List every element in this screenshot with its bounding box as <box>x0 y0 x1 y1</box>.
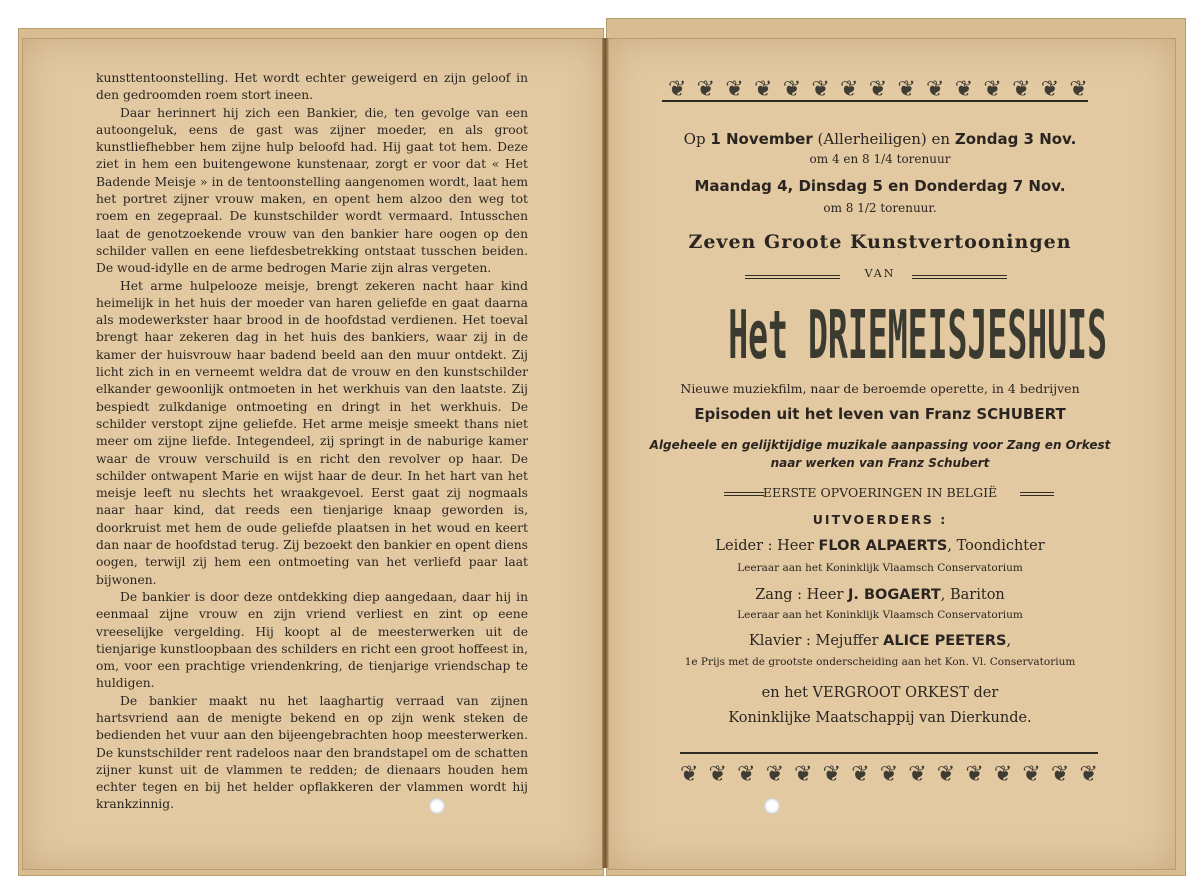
singer-line: Zang : Heer J. BOGAERT, Bariton <box>755 587 1005 603</box>
leaf-ornament-icon: ❦ <box>983 77 1002 102</box>
orchestra-line-2: Koninklijke Maatschappij van Dierkunde. <box>728 710 1032 726</box>
orchestra-line-1: en het VERGROOT ORKEST der <box>761 685 999 701</box>
leader-name: FLOR ALPAERTS <box>818 538 948 554</box>
first-perf-rule-right <box>1020 492 1054 496</box>
date-sunday: Zondag 3 Nov. <box>954 130 1077 148</box>
leaf-ornament-icon: ❦ <box>725 77 744 102</box>
van-label: VAN <box>864 267 896 280</box>
leaf-ornament-icon: ❦ <box>1022 762 1041 787</box>
date-november: 1 November <box>710 130 813 148</box>
singer-name: J. BOGAERT <box>848 587 941 603</box>
adaptation-line-2: naar werken van Franz Schubert <box>770 456 990 470</box>
paragraph: De bankier maakt nu het laaghartig verraad van zijnen hartsvriend aan de menigte bekend en op zijn wenk steken de bedienden het vuur aan den bijeengebrachten hoop meesterwerken. De kunstschilder rent radeloos naar den brandstapel om de schatten zijner kunst uit de vlammen te redden; de dienaars houden hem echter tegen en bij het helder opflakkeren der vlammen wordt hij krankzinnig. <box>96 693 528 812</box>
paragraph: Daar herinnert hij zich een Bankier, die, ten gevolge van een autoongeluk, eens de gast was zijner moeder, en als groot kunstliefhebber hem zijne hulp beloofd had. Hij gaat tot hem. Deze ziet in hem een buitengewone kunstenaar, zorgt er voor dat « Het Badende Meisje » in de tentoonstelling aangenomen wordt, laat hem het portret zijner vrouw maken, en opent hem alzoo den weg tot roem en zegepraal. De kunstschilder wordt vermaard. Intusschen laat de genotzoekende vrouw van den bankier hare oogen op den schilder vallen en eene liefdesbetrekking ontstaat tusschen beiden. De woud-idylle en de arme bedrogen Marie zijn alras vergeten. <box>96 105 528 276</box>
leaf-ornament-icon: ❦ <box>822 762 842 787</box>
subtitle: Nieuwe muziekfilm, naar de beroemde operette, in 4 bedrijven <box>680 381 1080 396</box>
leaf-ornament-icon: ❦ <box>1050 762 1070 787</box>
leaf-ornament-icon: ❦ <box>765 762 785 787</box>
piano-note: 1e Prijs met de grootste onderscheiding aan het Kon. Vl. Conservatorium <box>684 656 1076 668</box>
leaf-ornament-icon: ❦ <box>708 762 727 787</box>
leaf-ornament-icon: ❦ <box>936 762 956 787</box>
piano-name: ALICE PEETERS <box>883 633 1007 649</box>
leaf-ornament-icon: ❦ <box>737 762 756 787</box>
leader-note: Leeraar aan het Koninklijk Vlaamsch Conservatorium <box>737 562 1023 574</box>
leaf-ornament-icon: ❦ <box>868 77 888 102</box>
heading: Zeven Groote Kunstvertooningen <box>688 231 1072 253</box>
piano-line: Klavier : Mejuffer ALICE PEETERS, <box>748 633 1012 649</box>
date-line-3: Maandag 4, Dinsdag 5 en Donderdag 7 Nov. <box>694 177 1066 195</box>
adaptation-line-1: Algeheele en gelijktijdige muzikale aanpassing voor Zang en Orkest <box>649 438 1111 452</box>
leaf-ornament-icon: ❦ <box>965 762 984 787</box>
leaf-ornament-icon: ❦ <box>782 77 802 102</box>
bottom-rule <box>680 752 1098 754</box>
singer-note: Leeraar aan het Koninklijk Vlaamsch Conservatorium <box>737 609 1023 621</box>
first-performances: EERSTE OPVOERINGEN IN BELGIË <box>762 485 998 500</box>
performers-heading: UITVOERDERS : <box>812 512 948 527</box>
leader-line: Leider : Heer FLOR ALPAERTS, Toondichter <box>715 538 1045 554</box>
date-line-4: om 8 1/2 torenuur. <box>823 201 937 215</box>
paragraph: De bankier is door deze ontdekking diep aangedaan, daar hij in eenmaal zijne vrouw en zijn vriend verliest en zint op eene vreeselijke vergelding. Hij koopt al de meesterwerken uit de tienjarige kunstloopbaan des schilders en richt een groot hoffeest in, om, voor een prachtige vriendenkring, de tienjarige vriendschap te huldigen. <box>96 589 528 691</box>
binding-hole-right <box>764 798 780 814</box>
bottom-ornament <box>680 755 1098 787</box>
leaf-ornament-icon: ❦ <box>1012 77 1031 102</box>
leaf-ornament-icon: ❦ <box>879 762 899 787</box>
leaf-ornament-icon: ❦ <box>954 77 974 102</box>
top-ornament <box>668 70 1088 102</box>
leaf-ornament-icon: ❦ <box>668 77 687 102</box>
film-title: Het DRIEMEISJESHUIS <box>728 295 1108 375</box>
leaf-ornament-icon: ❦ <box>754 77 773 102</box>
leaf-ornament-icon: ❦ <box>1040 77 1060 102</box>
leaf-ornament-icon: ❦ <box>908 762 927 787</box>
story-text <box>96 70 528 814</box>
leaf-ornament-icon: ❦ <box>851 762 870 787</box>
episodes-line: Episoden uit het leven van Franz SCHUBERT <box>694 405 1066 423</box>
leaf-ornament-icon: ❦ <box>897 77 916 102</box>
leaf-ornament-icon: ❦ <box>811 77 830 102</box>
gutter <box>602 38 608 868</box>
leaf-ornament-icon: ❦ <box>1069 77 1088 102</box>
leaf-ornament-icon: ❦ <box>993 762 1013 787</box>
leaf-ornament-icon: ❦ <box>926 77 945 102</box>
top-rule <box>662 100 1088 102</box>
date-line-2: om 4 en 8 1/4 torenuur <box>809 152 951 166</box>
leaf-ornament-icon: ❦ <box>696 77 716 102</box>
leaf-ornament-icon: ❦ <box>840 77 859 102</box>
paragraph: Het arme hulpelooze meisje, brengt zekeren nacht haar kind heimelijk in het huis der moeder van haren geliefde en gaat daarna als modewerkster haar brood in de hoofdstad verdienen. Het toeval brengt haar zekeren dag in het huis des bankiers, waar zij in de kamer der huisvrouw haar badend beeld aan den muur ontdekt. Zij licht zich in en verneemt weldra dat de vrouw en den kunstschilder elkander gewoonlijk ontmoeten in het werkhuis van den laatste. Zij bespiedt zulkdanige ontmoeting en dringt in het werkhuis. De schilder verstopt zijne geliefde. Het arme meisje smeekt thans niet meer om zijne liefde. Integendeel, zij springt in de naburige kamer waar de vrouw verschuild is en richt den revolver op haar. De schilder ontwapent Marie en wijst haar de deur. In het hart van het meisje leeft nu slechts het wraakgevoel. Eerst gaat zij nogmaals naar haar kind, dat reeds een tienjarige knaap geworden is, doorkruist met hem de oude geliefde plaatsen in het woud en keert dan naar de hoofdstad terug. Zij bezoekt den bankier en opent diens oogen, terwijl zij hem een ontmoeting van het verliefd paar laat bijwonen. <box>96 278 528 587</box>
leaf-ornament-icon: ❦ <box>1079 762 1098 787</box>
leaf-ornament-icon: ❦ <box>794 762 813 787</box>
date-line-1: Op 1 November (Allerheiligen) en Zondag 3 Nov. <box>683 130 1077 148</box>
leaf-ornament-icon: ❦ <box>680 762 699 787</box>
paragraph: kunsttentoonstelling. Het wordt echter geweigerd en zijn geloof in den gedroomden roem stort ineen. <box>96 71 528 103</box>
